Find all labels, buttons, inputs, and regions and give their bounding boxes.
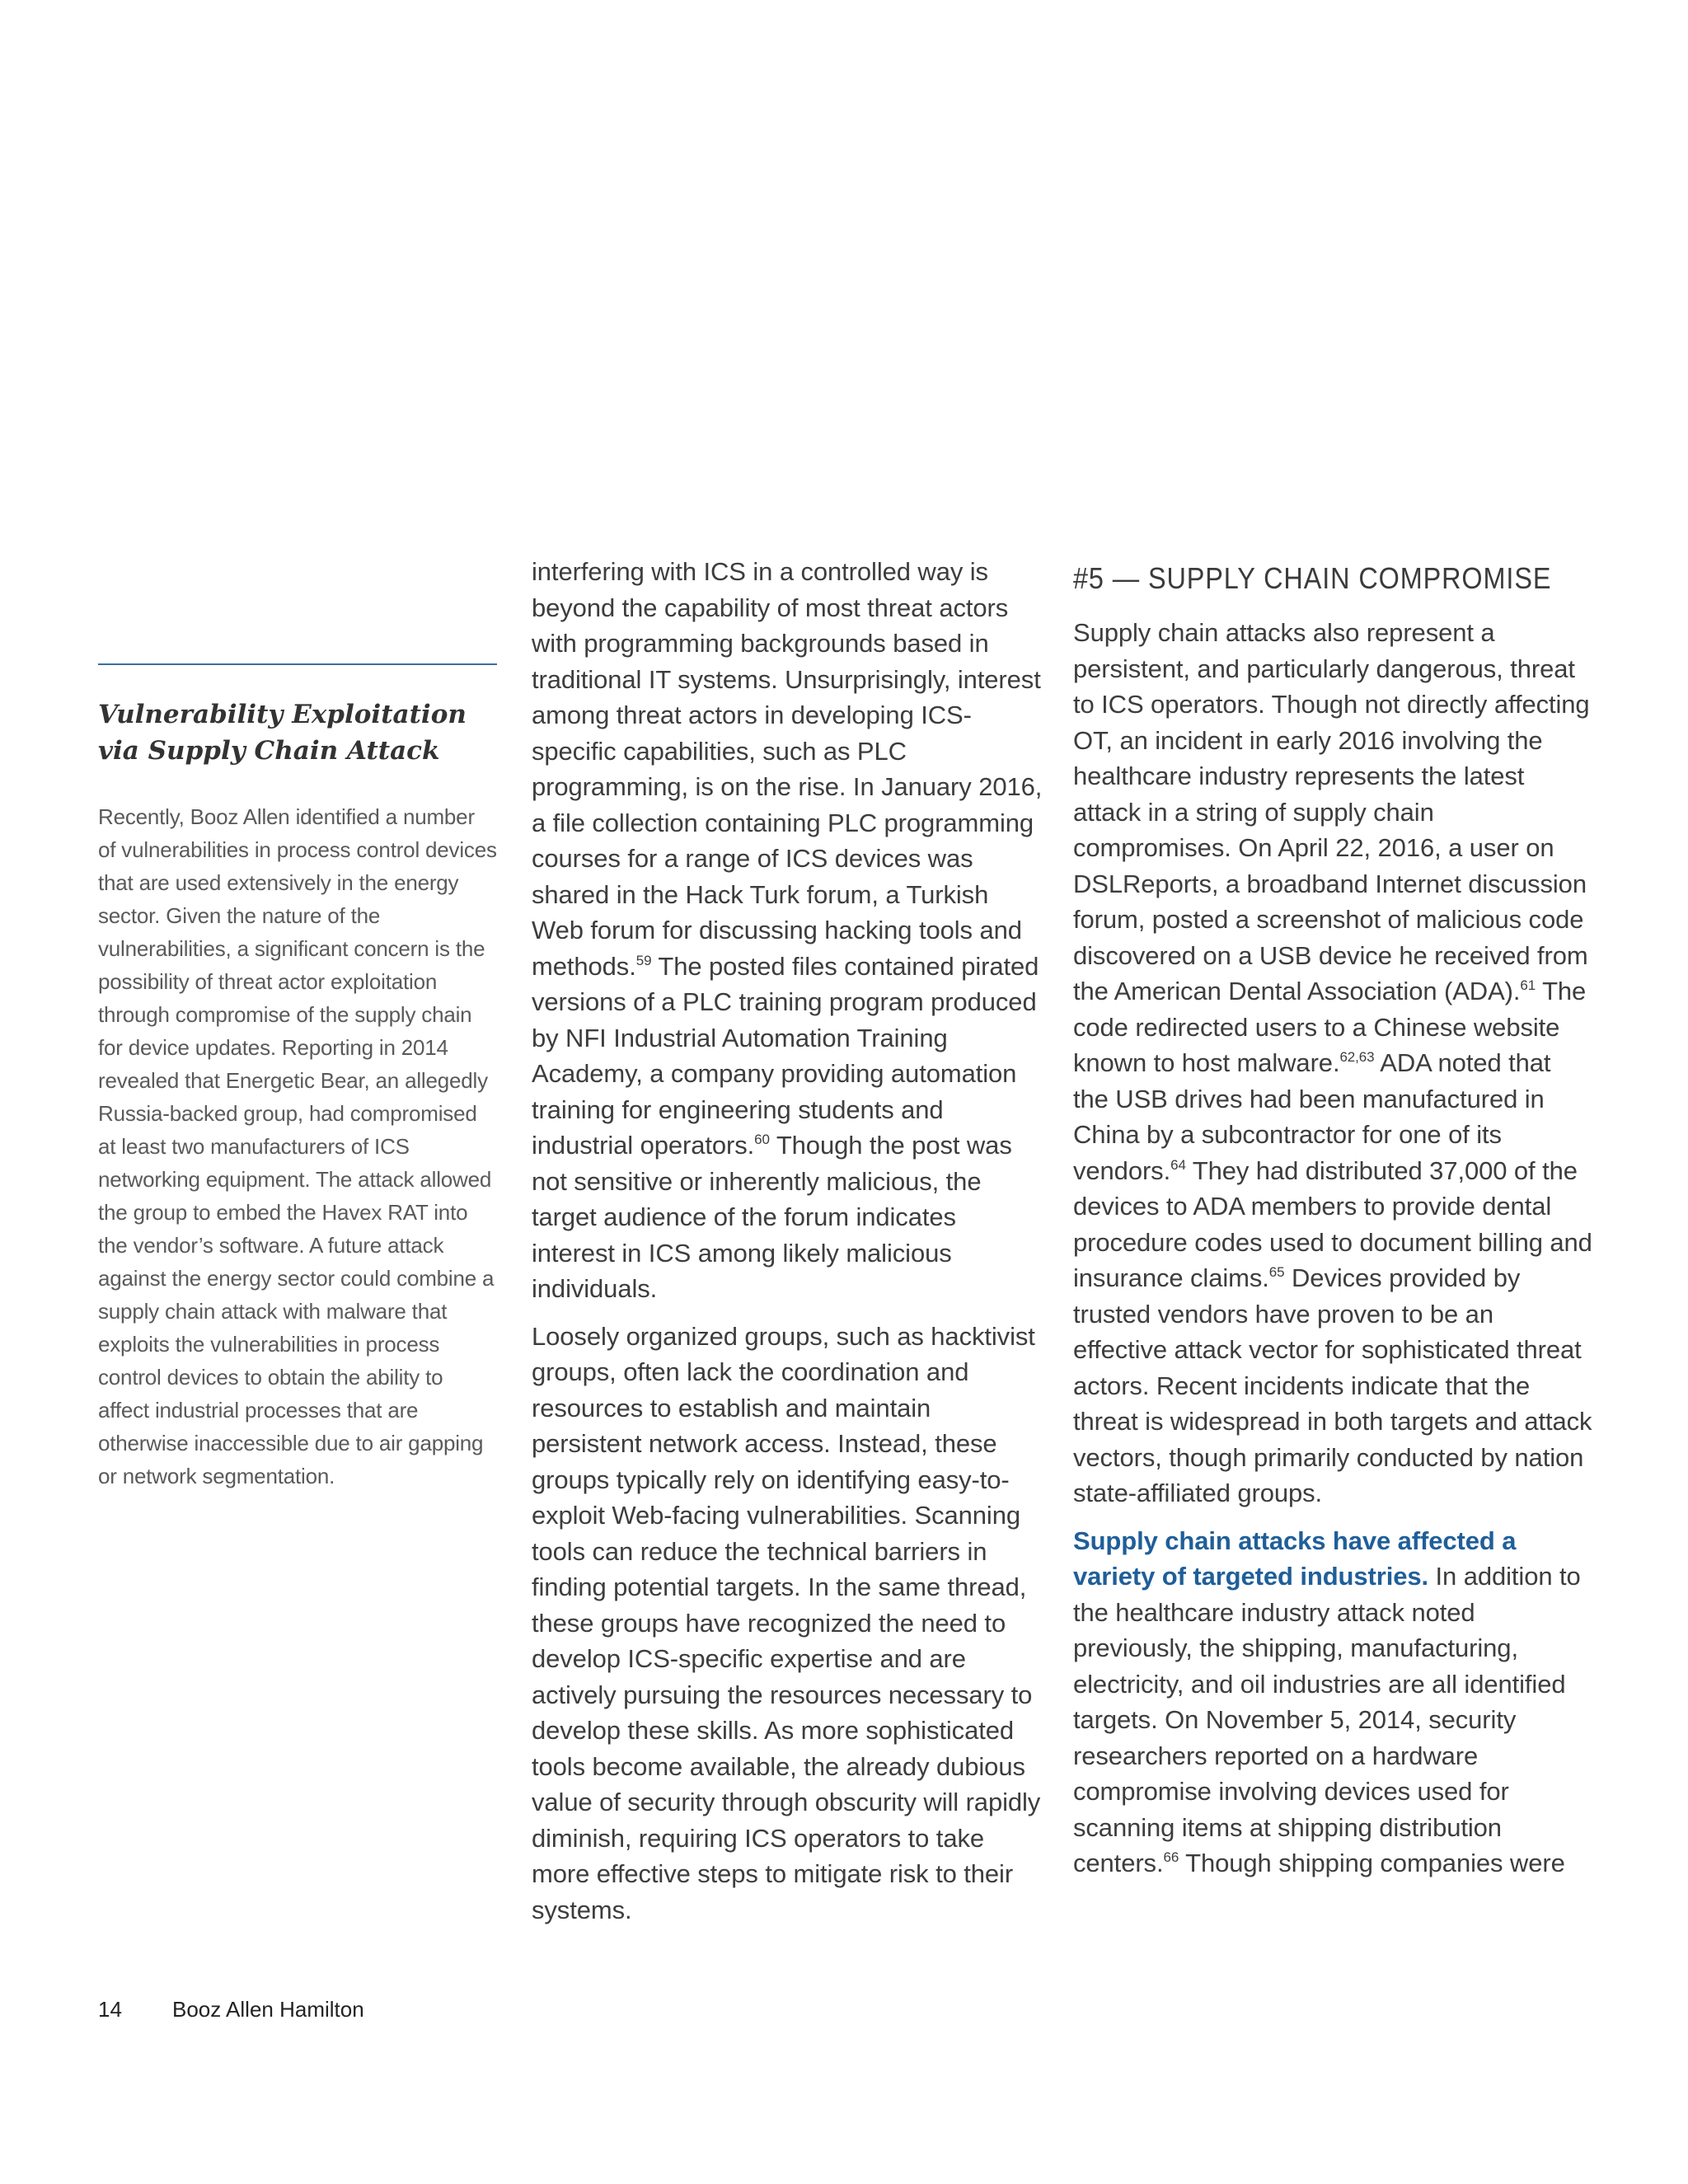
footnote-ref: 61	[1520, 977, 1536, 993]
body-column-middle	[532, 554, 1043, 1939]
page-number: 14	[98, 1997, 122, 2022]
section-heading: #5 — SUPPLY CHAIN COMPROMISE	[1073, 561, 1552, 595]
paragraph-text: The code redirected users to a Chinese website known to host malware.	[1073, 977, 1587, 1077]
footnote-ref: 59	[635, 952, 652, 968]
paragraph-text: ADA noted that the USB drives had been manufactured in China by a subcontractor for one of its vendors.	[1073, 1048, 1551, 1185]
paragraph	[1073, 1523, 1592, 1882]
paragraph-text: interfering with ICS in a controlled way is beyond the capability of most threat actors with programming backgrounds based in traditional IT systems. Unsurprisingly, interest among threat actors in developing ICS-specific capabilities, such as PLC programming, is on the rise. In January 2016, a file collection containing PLC programming courses for a range of ICS devices was shared in the Hack Turk forum, a Turkish Web forum for discussing hacking tools and methods.	[532, 557, 1043, 981]
page-footer	[98, 1997, 364, 2022]
paragraph	[1073, 615, 1592, 1511]
paragraph-text: Supply chain attacks also represent a persistent, and particularly dangerous, threat to ICS operators. Though not directly affecting OT, an incident in early 2016 involving the healthcare industry represents the latest attack in a string of supply chain compromises. On April 22, 2016, a user on DSLReports, a broadband Internet discussion forum, posted a screenshot of malicious code discovered on a USB device he received from the American Dental Association (ADA).	[1073, 618, 1590, 1005]
footnote-ref: 64	[1170, 1156, 1186, 1173]
paragraph-text: In addition to the healthcare industry attack noted previously, the shipping, manufacturing, electricity, and oil industries are all identified targets. On November 5, 2014, security researchers reported on a hardware compromise involving devices used for scanning items at shipping distribution centers.	[1073, 1562, 1581, 1877]
footnote-ref: 60	[754, 1132, 770, 1147]
paragraph-text: Devices provided by trusted vendors have proven to be an effective attack vector for sophisticated threat actors. Recent incidents indicate that the threat is widespread in both targets and attack vectors, though primarily conducted by nation state-affiliated groups.	[1073, 1263, 1592, 1507]
sidebar-title	[98, 696, 497, 769]
paragraph-text: They had distributed 37,000 of the devices to ADA members to provide dental procedure codes used to document billing and insurance claims.	[1073, 1155, 1592, 1292]
sidebar-title-line: via Supply Chain Attack	[98, 736, 440, 766]
paragraph-text: The posted files contained pirated versions of a PLC training program produced by NFI Industrial Automation Training Academy, a company providing automation training for engineering students and industrial operators.	[532, 951, 1039, 1160]
paragraph: Loosely organized groups, such as hacktivist groups, often lack the coordination and resources to establish and maintain persistent network access. Instead, these groups typically rely on identifying easy-to-exploit Web-facing vulnerabilities. Scanning tools can reduce the technical barriers in finding potential targets. In the same thread, these groups have recognized the need to develop ICS-specific expertise and are actively pursuing the resources necessary to develop these skills. As more sophisticated tools become available, the already dubious value of security through obscurity will rapidly diminish, requiring ICS operators to take more effective steps to mitigate risk to their systems.	[532, 1321, 1041, 1924]
sidebar-divider	[98, 663, 497, 665]
publisher-name: Booz Allen Hamilton	[172, 1997, 364, 2022]
footnote-ref: 66	[1163, 1849, 1179, 1865]
paragraph	[532, 554, 1043, 1307]
footnote-ref: 65	[1268, 1264, 1285, 1280]
footnote-ref: 62,63	[1339, 1049, 1375, 1065]
sidebar-body: Recently, Booz Allen identified a number of vulnerabilities in process control devices that are used extensively in the energy sector. Given the nature of the vulnerabilities, a significant concern is the possibility of threat actor exploitation through compromise of the supply chain for device updates. Reporting in 2014 revealed that Energetic Bear, an allegedly Russia-backed group, had compromised at least two manufacturers of ICS networking equipment. The attack allowed the group to embed the Havex RAT into the vendor’s software. A future attack against the energy sector could combine a supply chain attack with malware that exploits the vulnerabilities in process control devices to obtain the ability to affect industrial processes that are otherwise inaccessible due to air gapping or network segmentation.	[98, 804, 497, 1488]
sidebar-callout	[98, 663, 497, 1493]
paragraph-text: Though shipping companies were	[1179, 1849, 1565, 1877]
paragraph-lead: Supply chain attacks have affected a variety of targeted industries.	[1073, 1526, 1517, 1591]
paragraph-text: Though the post was not sensitive or inherently malicious, the target audience of the forum indicates interest in ICS among likely malicious individuals.	[532, 1131, 1012, 1303]
body-column-right	[1073, 554, 1592, 1893]
sidebar-title-line: Vulnerability Exploitation	[98, 700, 467, 729]
